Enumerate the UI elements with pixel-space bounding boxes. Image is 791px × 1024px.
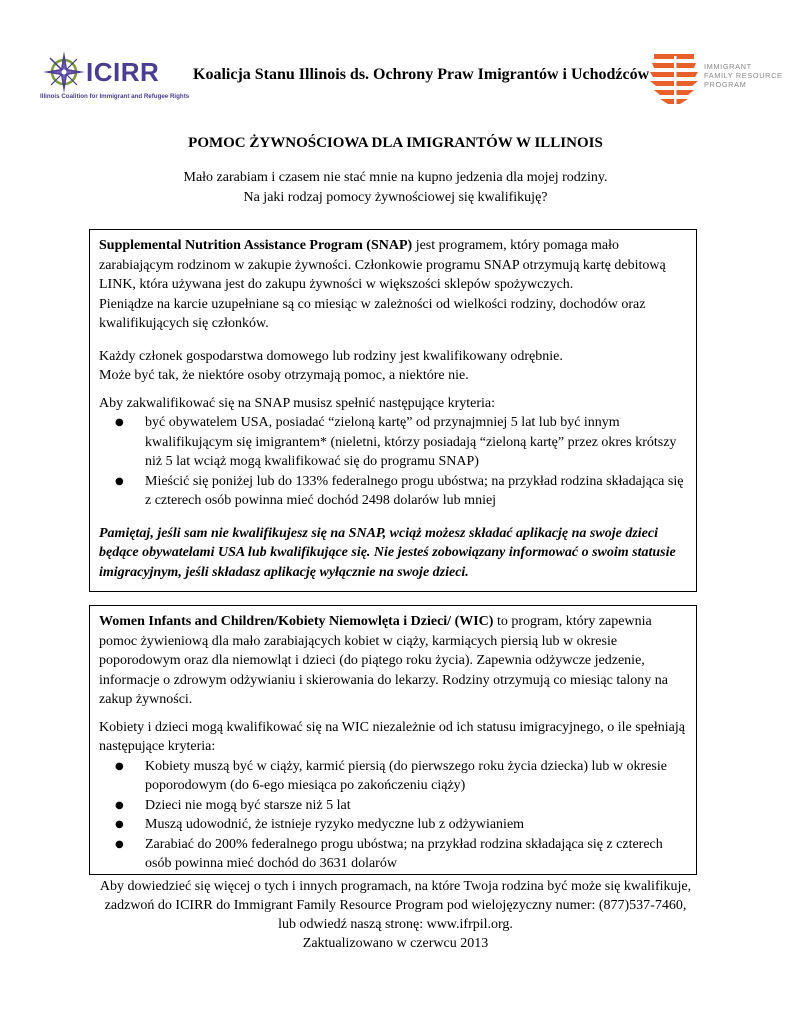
wic-criteria-list — [99, 757, 687, 874]
snap-card-refill-text: Pieniądze na karcie uzupełniane są co miesiąc w zależności od wielkości rodziny, dochodów oraz kwalifikujących się członków. — [99, 296, 646, 331]
snap-section — [89, 229, 697, 592]
ifrp-logo-line-2: FAMILY RESOURCE — [704, 71, 783, 80]
list-item: ● Dzieci nie mogą być starsze niż 5 lat — [99, 796, 687, 816]
ifrp-logo — [648, 50, 783, 112]
wic-criteria-intro: Kobiety i dzieci mogą kwalifikować się na WIC niezależnie od ich statusu imigracyjnego, o ile spełniają następujące kryteria: — [99, 719, 685, 754]
snap-eligibility-note — [99, 347, 687, 386]
snap-criteria-list — [99, 413, 687, 511]
footer-updated-date: Zaktualizowano w czerwcu 2013 — [302, 936, 489, 951]
wic-description-text: to program, który zapewnia pomoc żywieniową dla mało zarabiających kobiet w ciąży, karmiących piersią lub w okresie poporodowym oraz dla niemowląt i dzieci (do piątego roku życia). Zapewnia odżywcze jedzenie, informacje o zdrowym odżywianiu i skierowania do lekarzy. Rodziny otrzymują co miesiąc talony na zakup żywności. — [99, 614, 669, 707]
snap-partial-help: Może być tak, że niektóre osoby otrzymają pomoc, a niektóre nie. — [99, 368, 469, 383]
footer-website: lub odwiedź naszą stronę: www.ifrpil.org. — [278, 917, 513, 932]
snap-children-note: Pamiętaj, jeśli sam nie kwalifikujesz się na SNAP, wciąż możesz składać aplikację na swoje dzieci będące obywatelami USA lub kwalifikujące się. Nie jesteś zobowiązany informować o swoim statusie imigracyjnym, jeśli składasz aplikację wyłącznie na swoje dzieci. — [99, 525, 676, 580]
ifrp-logo-line-1: IMMIGRANT — [704, 62, 752, 71]
footer-line-1: Aby dowiedzieć się więcej o tych i innych programach, na które Twoja rodzina być może się kwalifikuje, — [99, 879, 692, 894]
icirr-logo — [38, 48, 188, 100]
compass-star-icon — [42, 50, 86, 94]
snap-description — [99, 236, 687, 334]
wic-section — [89, 605, 697, 875]
intro-line-1: Mało zarabiam i czasem nie stać mnie na kupno jedzenia dla mojej rodziny. — [183, 170, 608, 185]
list-item: ● Zarabiać do 200% federalnego progu ubóstwa; na przykład rodzina składająca się z czterech osób powinna mieć dochód do 3631 dolarów — [99, 835, 687, 874]
wic-program-name: Women Infants and Children/Kobiety Niemowlęta i Dzieci/ (WIC) — [99, 614, 494, 629]
snap-criteria-intro: Aby zakwalifikować się na SNAP musisz spełnić następujące kryteria: — [99, 395, 496, 411]
footer-line-2: zadzwoń do ICIRR do Immigrant Family Resource Program pod wielojęzyczny numer: (877)537-7460, — [104, 898, 687, 913]
snap-description-text: jest programem, który pomaga mało zarabiającym rodzinom w zakupie żywności. Członkowie programu SNAP otrzymują kartę debitową LINK, która używana jest do zakupu żywności w większości sklepów spożywczych. — [99, 238, 666, 292]
snap-member-eligibility: Każdy członek gospodarstwa domowego lub rodziny jest kwalifikowany odrębnie. — [99, 348, 563, 364]
page-title: POMOC ŻYWNOŚCIOWA DLA IMIGRANTÓW W ILLINOIS — [188, 135, 603, 151]
list-item: ● być obywatelem USA, posiadać “zieloną kartę” od przynajmniej 5 lat lub być innym kwalifikującym się imigrantem* (nieletni, którzy posiadają “zieloną kartę” przez okres krótszy niż 5 lat wciąż mogą kwalifikować się do programu SNAP) — [99, 413, 687, 472]
ifrp-stripes-icon — [648, 52, 704, 110]
icirr-tagline: Illinois Coalition for Immigrant and Refugee Rights — [40, 93, 190, 100]
ifrp-logo-line-3: PROGRAM — [704, 80, 747, 89]
icirr-logo-text: ICIRR — [86, 57, 160, 87]
list-item: ● Kobiety muszą być w ciąży, karmić piersią (do pierwszego roku życia dziecka) lub w okresie poporodowym (do 6-ego miesiąca po zakończeniu ciąży) — [99, 757, 687, 796]
intro-line-2: Na jaki rodzaj pomocy żywnościowej się kwalifikuję? — [243, 190, 548, 205]
wic-description — [99, 612, 687, 710]
list-item: ● Muszą udowodnić, że istnieje ryzyko medyczne lub z odżywianiem — [99, 815, 687, 835]
header-title: Koalicja Stanu Illinois ds. Ochrony Praw Imigrantów i Uchodźców — [193, 66, 650, 83]
snap-program-name: Supplemental Nutrition Assistance Program (SNAP) — [99, 238, 413, 253]
list-item: ● Mieścić się poniżej lub do 133% federalnego progu ubóstwa; na przykład rodzina składająca się z czterech osób powinna mieć dochód 2498 dolarów lub mniej — [99, 472, 687, 511]
